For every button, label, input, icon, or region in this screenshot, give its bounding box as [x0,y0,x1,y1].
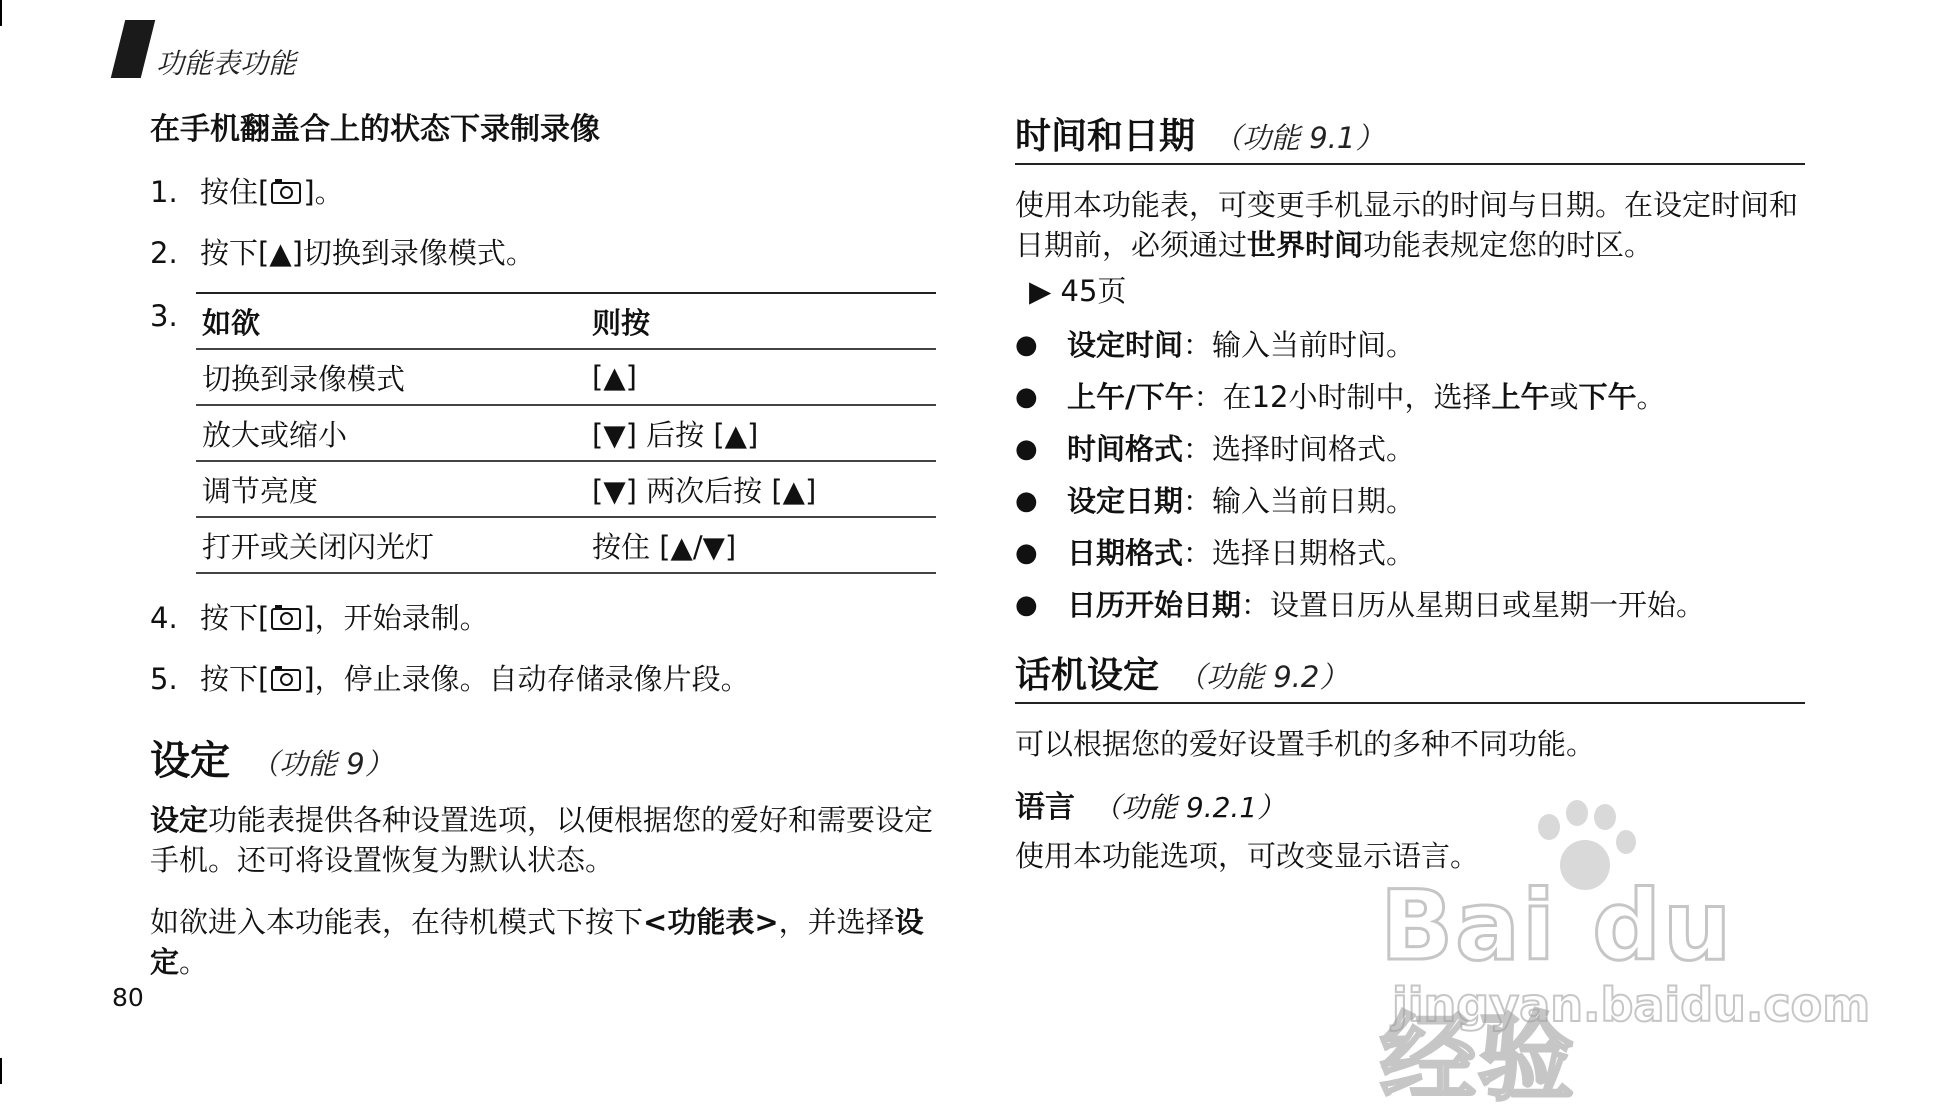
step-number: 4. [150,601,178,635]
step-5 [150,657,940,701]
section-ref: （功能 9） [250,747,394,781]
header-tab-marker [111,20,155,78]
list-item: ● 上午/下午：在12小时制中，选择上午或下午。 [1015,377,1805,417]
bullet-icon: ● [1015,486,1038,516]
step-number: 1. [150,175,178,209]
bullet-icon: ● [1015,590,1038,620]
step-text: 按下[▲]切换到录像模式。 [200,236,535,270]
watermark-brand: Bai du 经验 [1380,870,1734,1114]
bullet-icon: ● [1015,434,1038,464]
page-number: 80 [112,983,144,1012]
table-row [196,349,936,405]
see-page-reference: ▶ 45页 [1029,274,1127,308]
time-date-intro: 使用本功能表，可变更手机显示的时间与日期。在设定时间和日期前，必须通过世界时间功能表规定您的时区。 [1015,188,1799,262]
crop-mark-bottom [0,1058,2,1084]
table-row [196,517,936,573]
settings-description: 设定功能表提供各种设置选项，以便根据您的爱好和需要设定手机。还可将设置恢复为默认状态。 [150,803,934,877]
step-text: 按下[ ]，开始录制。 [200,601,489,635]
table-cell: [▼] 两次后按 [▲] [586,461,936,517]
step-4 [150,596,940,640]
table-header: 则按 [586,293,936,349]
subsection-title-text: 语言 [1015,790,1075,825]
step-text: 按住[ ]。 [200,175,344,209]
phone-settings-text: 可以根据您的爱好设置手机的多种不同功能。 [1015,727,1596,761]
right-column [1015,108,1805,882]
list-item: ● 日期格式：选择日期格式。 [1015,533,1805,573]
settings-section-title [150,729,940,786]
table-row [196,405,936,461]
baidu-watermark [1380,800,1871,1114]
section-ref: （功能 9.2） [1177,660,1349,694]
section-ref: （功能 9.1） [1213,121,1385,155]
table-row [196,461,936,517]
bullet-icon: ● [1015,330,1038,360]
left-column [150,108,940,1004]
time-date-title [1015,108,1805,165]
camera-icon [271,608,301,630]
crop-mark-top [0,0,2,26]
camera-icon [271,669,301,691]
language-text: 使用本功能选项，可改变显示语言。 [1015,839,1480,873]
phone-settings-title [1015,647,1805,704]
step-1 [150,170,940,214]
table-header: 如欲 [196,293,586,349]
section-title-text: 话机设定 [1015,655,1160,696]
table-cell: 打开或关闭闪光灯 [196,517,586,573]
step-number: 5. [150,662,178,696]
time-date-options [1015,325,1805,625]
subsection-ref: （功能 9.2.1） [1093,791,1286,824]
section-title-text: 时间和日期 [1015,116,1196,157]
bullet-icon: ● [1015,538,1038,568]
header-title: 功能表功能 [156,47,297,80]
table-cell: [▲] [586,349,936,405]
section-title-text: 设定 [150,738,230,784]
table-cell: 放大或缩小 [196,405,586,461]
camera-icon [271,182,301,204]
list-item: ● 日历开始日期：设置日历从星期日或星期一开始。 [1015,585,1805,625]
watermark-url: jingyan.baidu.com [1392,978,1871,1032]
settings-access-instructions: 如欲进入本功能表，在待机模式下按下<功能表>，并选择设定。 [150,905,924,979]
list-item: ● 设定时间：输入当前时间。 [1015,325,1805,365]
table-cell: [▼] 后按 [▲] [586,405,936,461]
table-cell: 按住 [▲/▼] [586,517,936,573]
step-2 [150,231,940,275]
table-cell: 调节亮度 [196,461,586,517]
step-3 [150,292,940,574]
step-number: 2. [150,236,178,270]
list-item: ● 时间格式：选择时间格式。 [1015,429,1805,469]
step-text: 按下[ ]，停止录像。自动存储录像片段。 [200,662,750,696]
table-cell: 切换到录像模式 [196,349,586,405]
bullet-icon: ● [1015,382,1038,412]
record-heading: 在手机翻盖合上的状态下录制录像 [150,112,600,147]
list-item: ● 设定日期：输入当前日期。 [1015,481,1805,521]
step-number: 3. [150,299,178,333]
key-table [196,292,936,574]
table-header-row [196,293,936,349]
